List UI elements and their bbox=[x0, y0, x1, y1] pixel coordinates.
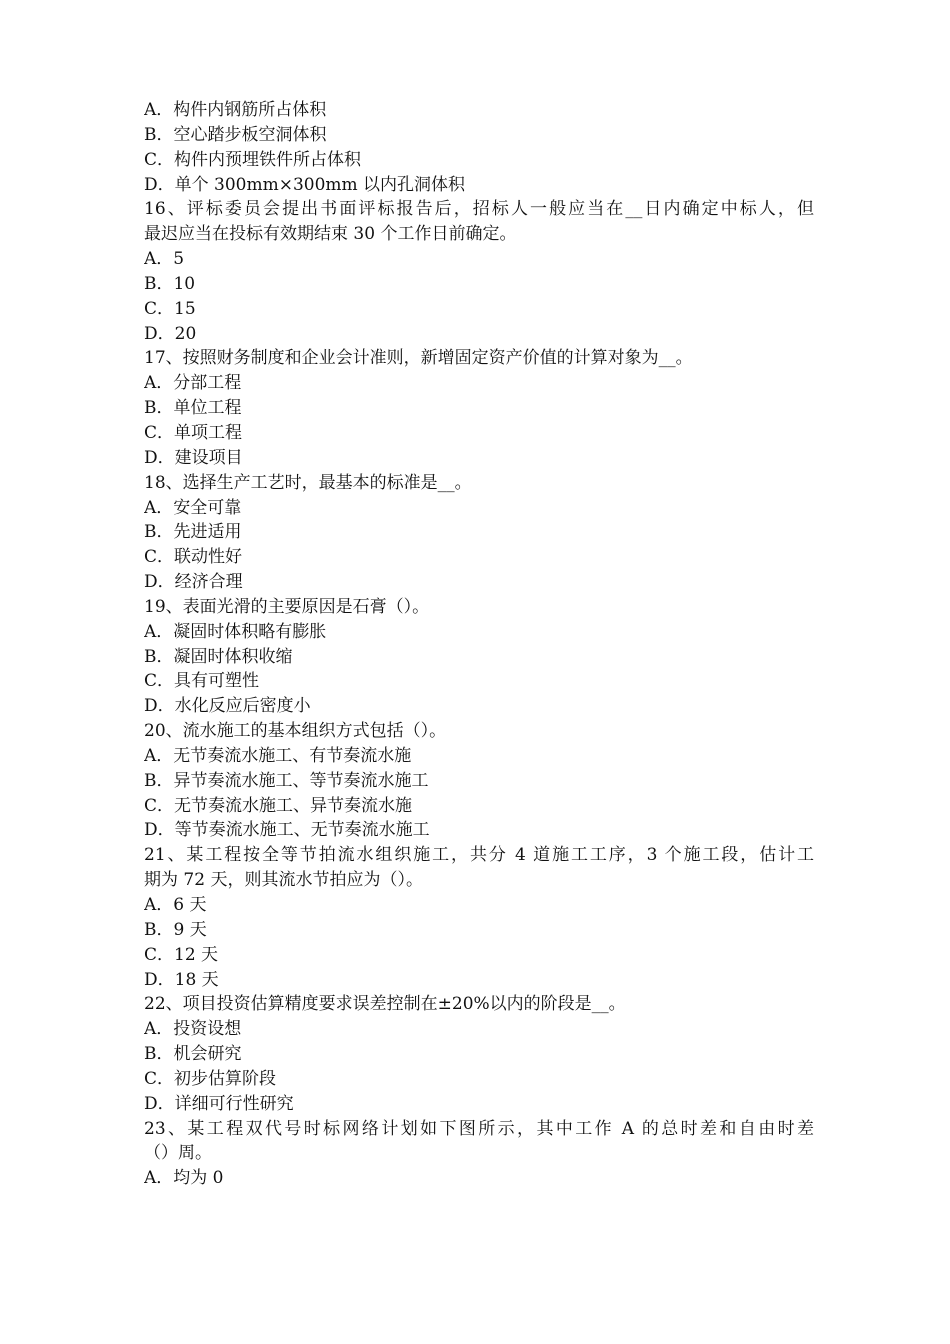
answer-option: C．单项工程 bbox=[144, 422, 243, 443]
answer-option: D．建设项目 bbox=[144, 447, 243, 468]
answer-option: A．安全可靠 bbox=[144, 497, 242, 518]
question-text-line: 期为 72 天，则其流水节拍应为（）。 bbox=[144, 870, 423, 891]
answer-option: A．凝固时体积略有膨胀 bbox=[144, 621, 327, 642]
answer-option: B．机会研究 bbox=[144, 1044, 242, 1065]
answer-option: C．具有可塑性 bbox=[144, 671, 260, 692]
answer-option: C．初步估算阶段 bbox=[144, 1068, 277, 1089]
answer-option: C．构件内预埋铁件所占体积 bbox=[144, 149, 362, 170]
answer-option: A．构件内钢筋所占体积 bbox=[144, 100, 327, 120]
answer-option: D．单个 300mm×300mm 以内孔洞体积 bbox=[144, 174, 466, 195]
answer-option: C．12 天 bbox=[144, 944, 219, 965]
answer-option: A．分部工程 bbox=[144, 373, 242, 394]
answer-option: A．无节奏流水施工、有节奏流水施 bbox=[144, 745, 412, 766]
question-text-line: 17、按照财务制度和企业会计准则，新增固定资产价值的计算对象为__。 bbox=[144, 348, 693, 369]
answer-option: B．10 bbox=[144, 273, 196, 294]
answer-option: B．凝固时体积收缩 bbox=[144, 646, 293, 667]
answer-option: B．先进适用 bbox=[144, 522, 242, 543]
answer-option: A．6 天 bbox=[144, 895, 207, 915]
answer-option: C．无节奏流水施工、异节奏流水施 bbox=[144, 795, 413, 816]
answer-option: C．15 bbox=[144, 298, 196, 319]
answer-option: A．均为 0 bbox=[144, 1168, 224, 1189]
question-text-line: （）周。 bbox=[144, 1143, 212, 1164]
question-text-line: 21、某工程按全等节拍流水组织施工，共分 4 道施工工序，3 个施工段，估计工 bbox=[144, 845, 814, 866]
question-text-line: 19、表面光滑的主要原因是石膏（）。 bbox=[144, 596, 430, 617]
question-text-line: 最迟应当在投标有效期结束 30 个工作日前确定。 bbox=[144, 224, 517, 245]
answer-option: D．等节奏流水施工、无节奏流水施工 bbox=[144, 820, 430, 841]
answer-option: D．20 bbox=[144, 323, 197, 344]
question-text-line: 16、评标委员会提出书面评标报告后，招标人一般应当在__日内确定中标人，但 bbox=[144, 199, 814, 220]
question-text-line: 20、流水施工的基本组织方式包括（）。 bbox=[144, 721, 447, 742]
answer-option: D．水化反应后密度小 bbox=[144, 696, 311, 717]
answer-option: B．异节奏流水施工、等节奏流水施工 bbox=[144, 770, 429, 791]
question-text-line: 18、选择生产工艺时，最基本的标准是__。 bbox=[144, 472, 472, 493]
answer-option: A．5 bbox=[144, 249, 185, 270]
answer-option: C．联动性好 bbox=[144, 547, 243, 568]
answer-option: B．9 天 bbox=[144, 919, 207, 940]
answer-option: D．经济合理 bbox=[144, 572, 243, 593]
answer-option: D．详细可行性研究 bbox=[144, 1093, 294, 1114]
answer-option: A．投资设想 bbox=[144, 1019, 242, 1040]
question-text-line: 22、项目投资估算精度要求误差控制在±20%以内的阶段是__。 bbox=[144, 994, 626, 1015]
answer-option: B．单位工程 bbox=[144, 398, 242, 419]
document-body bbox=[144, 98, 814, 1191]
answer-option: B．空心踏步板空洞体积 bbox=[144, 124, 327, 145]
question-text-line: 23、某工程双代号时标网络计划如下图所示，其中工作 A 的总时差和自由时差 bbox=[144, 1118, 814, 1139]
answer-option: D．18 天 bbox=[144, 969, 219, 990]
